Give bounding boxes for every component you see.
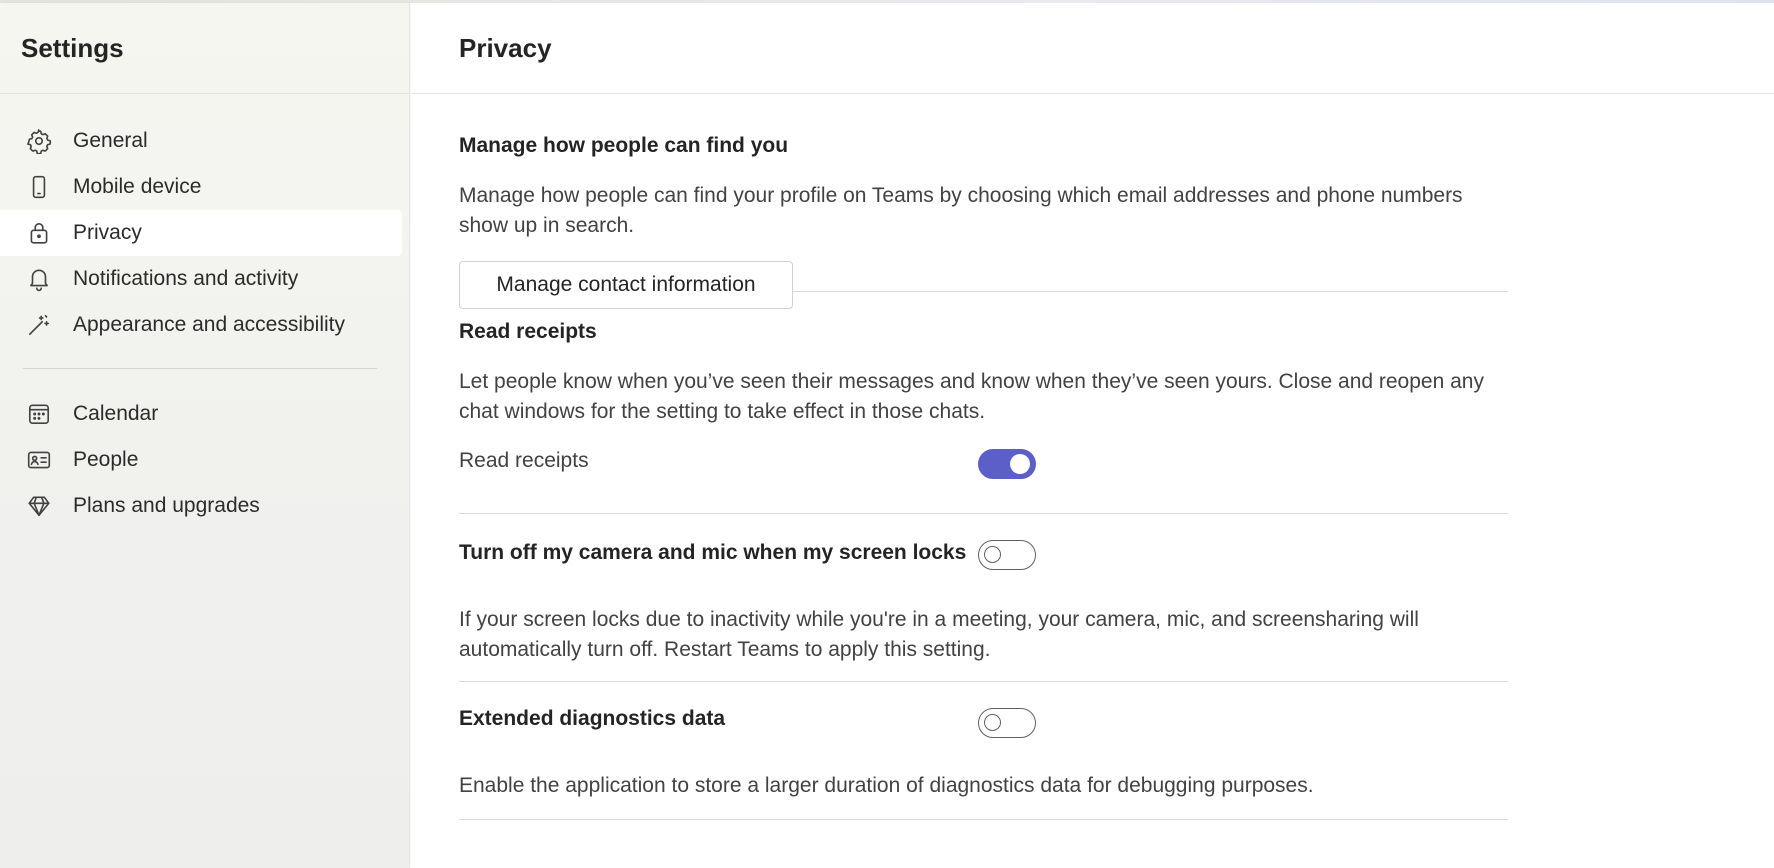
find-section-title: Manage how people can find you (459, 134, 789, 157)
sidebar-item-general[interactable] (0, 118, 402, 164)
sidebar-item-calendar[interactable] (0, 391, 402, 437)
find-section (459, 94, 1508, 296)
sidebar-item-people[interactable] (0, 437, 402, 483)
toggle-knob (984, 714, 1001, 731)
privacy-content (411, 94, 1508, 820)
toggle-knob (984, 546, 1001, 563)
settings-sidebar (0, 3, 410, 868)
read-receipts-row (459, 449, 1508, 489)
manage-contact-information-button[interactable]: Manage contact information (459, 261, 793, 309)
toggle-knob (1010, 454, 1030, 474)
sidebar-item-label: Privacy (73, 221, 142, 244)
settings-nav (0, 94, 409, 529)
calendar-icon (25, 400, 53, 428)
sidebar-item-privacy[interactable] (0, 210, 402, 256)
camera-mic-description: If your screen locks due to inactivity while you're in a meeting, your camera, mic, and screensharing will automatically turn off. Restart Teams to apply this setting. (459, 608, 1419, 661)
sidebar-item-label: Appearance and accessibility (73, 313, 345, 336)
sidebar-item-label: General (73, 129, 148, 152)
read-receipts-toggle[interactable] (978, 449, 1036, 479)
settings-main (411, 3, 1774, 868)
camera-mic-section (459, 514, 1508, 682)
camera-mic-title: Turn off my camera and mic when my screen locks (459, 541, 967, 564)
diagnostics-title: Extended diagnostics data (459, 707, 726, 730)
contact-card-icon (25, 446, 53, 474)
diamond-icon (25, 492, 53, 520)
sidebar-item-plans[interactable] (0, 483, 402, 529)
page-title: Privacy (459, 32, 552, 63)
read-receipts-description: Let people know when you’ve seen their messages and know when they’ve seen yours. Close and reopen any chat windows for the setting to take effect in those chats. (459, 370, 1484, 423)
read-receipts-section (459, 292, 1508, 514)
sidebar-item-label: Calendar (73, 402, 159, 425)
sidebar-title: Settings (21, 32, 124, 63)
sidebar-item-notifications[interactable] (0, 256, 402, 302)
phone-icon (25, 173, 53, 201)
sidebar-item-label: Mobile device (73, 175, 202, 198)
diagnostics-toggle[interactable] (978, 708, 1036, 738)
read-receipts-title: Read receipts (459, 320, 597, 343)
sidebar-header (0, 3, 409, 94)
gear-icon (25, 127, 53, 155)
sidebar-item-mobile-device[interactable] (0, 164, 402, 210)
camera-mic-toggle[interactable] (978, 540, 1036, 570)
read-receipts-toggle-label: Read receipts (459, 449, 589, 472)
sidebar-item-label: People (73, 448, 139, 471)
sidebar-divider (23, 368, 377, 369)
sidebar-item-label: Notifications and activity (73, 267, 299, 290)
diagnostics-description: Enable the application to store a larger duration of diagnostics data for debugging purposes. (459, 774, 1314, 797)
main-header (411, 3, 1774, 94)
lock-icon (25, 219, 53, 247)
sidebar-item-appearance[interactable] (0, 302, 402, 348)
sidebar-item-label: Plans and upgrades (73, 494, 260, 517)
bell-icon (25, 265, 53, 293)
diagnostics-section (459, 682, 1508, 820)
find-section-description: Manage how people can find your profile on Teams by choosing which email addresses and phone numbers show up in search. (459, 184, 1463, 237)
wand-icon (25, 311, 53, 339)
